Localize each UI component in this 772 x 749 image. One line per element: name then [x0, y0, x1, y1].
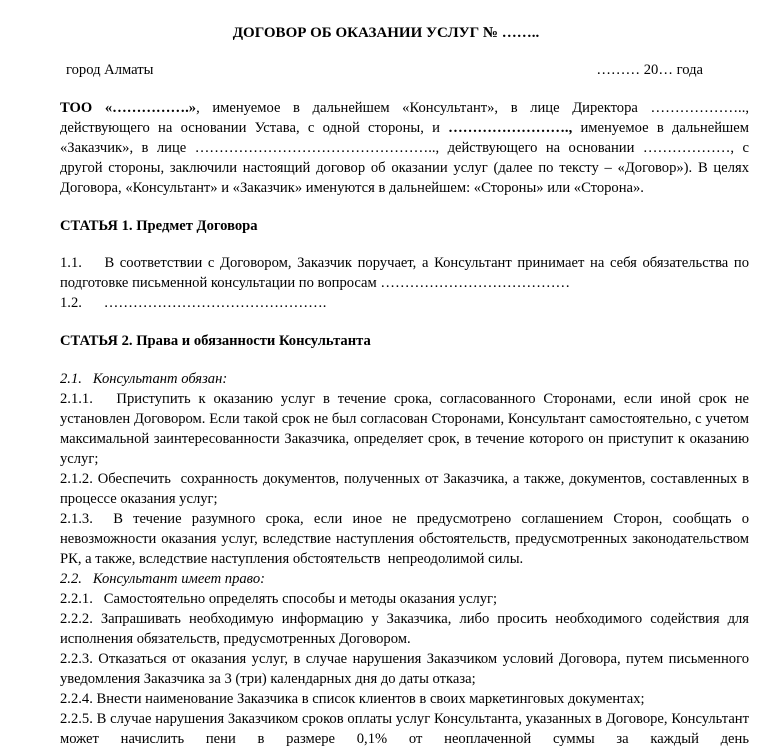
- clause-2-2-1: 2.2.1. Самостоятельно определять способы и методы оказания услуг;: [60, 591, 498, 607]
- document-title: ДОГОВОР ОБ ОКАЗАНИИ УСЛУГ № ……..: [232, 25, 540, 41]
- contract-date: ……… 20… года: [596, 62, 703, 78]
- clause-2-1-2: 2.1.2. Обеспечить сохранность документов, полученных от Заказчика, а также, документов, составленных в процессе оказания услуг;: [60, 471, 753, 507]
- clause-2-2-5: 2.2.5. В случае нарушения Заказчиком сроков оплаты услуг Консультанта, указанных в Договоре, Консультант может начислить пени в размере 0,1% от неоплаченной суммы за каждый день: [60, 711, 753, 747]
- clause-2-2-4: 2.2.4. Внести наименование Заказчика в список клиентов в своих маркетинговых документах;: [60, 691, 645, 707]
- party2-name: …………………….,: [448, 120, 573, 136]
- clause-2-1: 2.1. Консультант обязан:: [60, 371, 228, 387]
- intro-paragraph: [60, 98, 749, 198]
- intro-text-2: именуемое в дальнейшем «Заказчик», в лице ………………………………………….., действующего на основании ………………, с другой стороны, заключили настоящий договор об оказании услуг (далее по тексту – «Договор»). В целях Договора, «Консультант» и «Заказчик» именуются в дальнейшем: «Стороны» или «Сторона».: [60, 120, 749, 196]
- article2-heading: СТАТЬЯ 2. Права и обязанности Консультанта: [60, 333, 371, 349]
- clause-2-2: 2.2. Консультант имеет право:: [60, 571, 265, 587]
- clause-2-1-3: 2.1.3. В течение разумного срока, если иное не предусмотрено соглашением Сторон, сообщать о невозможности оказания услуг, вследствие наступления обстоятельств, предусмотренных законодательством РК, а также, вследствие наступления обстоятельств непреодолимой силы.: [60, 511, 753, 567]
- clause-2-2-3: 2.2.3. Отказаться от оказания услуг, в случае нарушения Заказчиком условий Договора, путем письменного уведомления Заказчика за 3 (три) календарных дня до даты отказа;: [60, 651, 753, 687]
- clause-2-2-2: 2.2.2. Запрашивать необходимую информацию у Заказчика, либо просить необходимого содействия для исполнения обязательств, предусмотренных Договором.: [60, 611, 753, 647]
- intro-text-1: , именуемое в дальнейшем «Консультант», в лице Директора ……………….., действующего на основании Устава, с одной стороны, и: [60, 100, 750, 136]
- document-body: [60, 98, 753, 749]
- city: город Алматы: [66, 62, 154, 78]
- clause-2-1-1: 2.1.1. Приступить к оказанию услуг в течение срока, согласованного Сторонами, если иной срок не установлен Договором. Если такой срок не был согласован Сторонами, Консультант самостоятельно, с учетом максимальной заинтересованности Заказчика, определяет срок, в течение которого он приступит к оказанию услуг;: [60, 391, 753, 467]
- city-date-line: [66, 62, 703, 79]
- clause-1-2: 1.2. ……………………………………….: [60, 295, 327, 311]
- article1-heading: СТАТЬЯ 1. Предмет Договора: [60, 218, 258, 234]
- party1-name: ТОО «…………….»: [60, 100, 197, 116]
- clause-1-1: 1.1. В соответствии с Договором, Заказчик поручает, а Консультант принимает на себя обязательства по подготовке письменной консультации по вопросам …………………………………: [60, 255, 753, 291]
